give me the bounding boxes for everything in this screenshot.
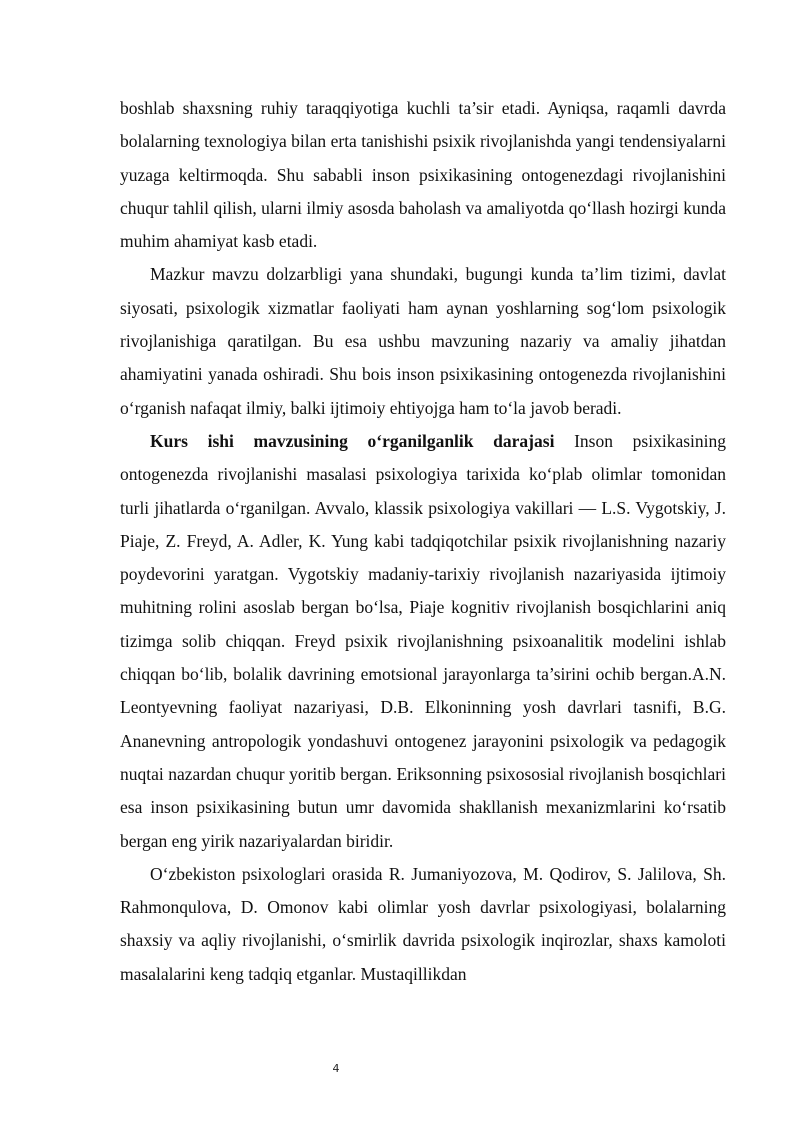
paragraph-study-level-text: Inson psixikasining ontogenezda rivojlanishi masalasi psixologiya tarixida ko‘plab olimlar tomonidan turli jihatlarda o‘rganilgan. Avvalo, klassik psixologiya vakillari — L.S. Vygotskiy, J. Piaje, Z. Freyd, A. Adler, K. Yung kabi tadqiqotchilar psixik rivojlanishning nazariy poydevorini yaratgan. Vygotskiy madaniy-tarixiy rivojlanish nazariyasida ijtimoiy muhitning rolini asoslab bergan bo‘lsa, Piaje kognitiv rivojlanish bosqichlarini aniq tizimga solib chiqqan. Freyd psixik rivojlanishning psixoanalitik modelini ishlab chiqqan bo‘lib, bolalik davrining emotsional jarayonlarga ta’sirini ochib bergan.A.N. Leontyevning faoliyat nazariyasi, D.B. Elkoninning yosh davrlari tasnifi, B.G. Ananevning antropologik yondashuvi ontogenez jarayonini psixologik va pedagogik nuqtai nazardan chuqur yoritib bergan. Eriksonning psixososial rivojlanish bosqichlari esa inson psixikasining butun umr davomida shakllanish mexanizmlarini ko‘rsatib bergan eng yirik nazariyalardan biridir. xyxy=(120,430,726,851)
body-text xyxy=(120,92,726,991)
paragraph-uzbek-psychologists: O‘zbekiston psixologlari orasida R. Jumaniyozova, M. Qodirov, S. Jalilova, Sh. Rahmonqulova, D. Omonov kabi olimlar yosh davrlar psixologiyasi, bolalarning shaxsiy va aqliy rivojlanishi, o‘smirlik davrida psixologik inqirozlar, shaxs kamoloti masalalarini keng tadqiq etganlar. Mustaqillikdan xyxy=(120,863,726,984)
paragraph-study-level xyxy=(120,425,726,858)
paragraph-relevance: Mazkur mavzu dolzarbligi yana shundaki, bugungi kunda ta’lim tizimi, davlat siyosati, psixologik xizmatlar faoliyati ham aynan yoshlarning sog‘lom psixologik rivojlanishiga qaratilgan. Bu esa ushbu mavzuning nazariy va amaliy jihatdan ahamiyatini yanada oshiradi. Shu bois inson psixikasining ontogenezda rivojlanishini o‘rganish nafaqat ilmiy, balki ijtimoiy ehtiyojga ham to‘la javob beradi. xyxy=(120,264,726,418)
page-number: 4 xyxy=(332,1062,340,1075)
section-heading-inline: Kurs ishi mavzusining o‘rganilganlik darajasi xyxy=(150,430,555,451)
paragraph-continuation: boshlab shaxsning ruhiy taraqqiyotiga kuchli ta’sir etadi. Ayniqsa, raqamli davrda bolalarning texnologiya bilan erta tanishishi psixik rivojlanishda yangi tendensiyalarni yuzaga keltirmoqda. Shu sababli inson psixikasining ontogenezdagi rivojlanishini chuqur tahlil qilish, ularni ilmiy asosda baholash va amaliyotda qo‘llash hozirgi kunda muhim ahamiyat kasb etadi. xyxy=(120,98,726,252)
